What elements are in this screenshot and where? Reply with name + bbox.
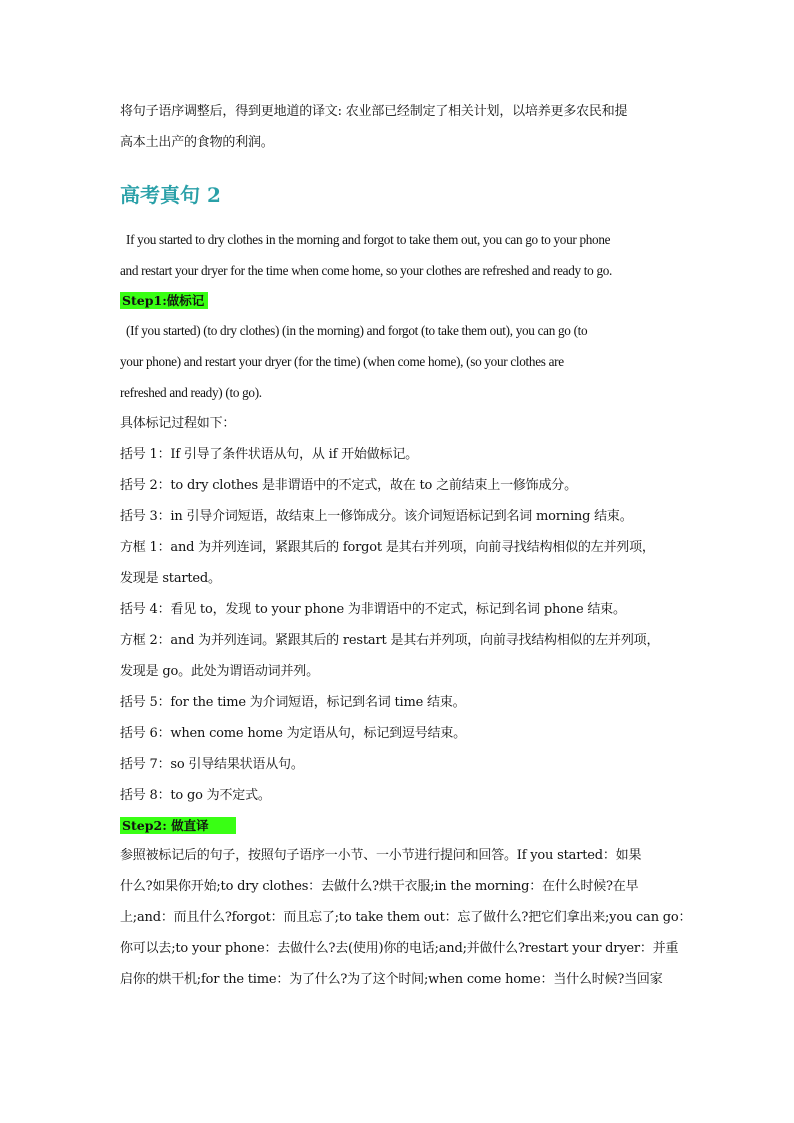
process-item: 括号 1：If 引导了条件状语从句，从 if 开始做标记。 xyxy=(120,447,418,462)
marked-line-3: refreshed and ready) (to go). xyxy=(120,385,262,400)
translation-line: 什么?如果你开始;to dry clothes：去做什么?烘干衣服;in the morning：在什么时候?在早 xyxy=(120,879,639,894)
marked-line-1: (If you started) (to dry clothes) (in the morning) and forgot (to take them out), you can go (to xyxy=(120,323,588,338)
process-item: 括号 6：when come home 为定语从句，标记到逗号结束。 xyxy=(120,726,466,741)
document-page xyxy=(120,96,692,995)
intro-line-2: 高本土出产的食物的利润。 xyxy=(120,135,274,150)
process-item: 方框 2：and 为并列连词。紧跟其后的 restart 是其右并列项，向前寻找结构相似的左并列项， xyxy=(120,633,660,648)
section-heading: 高考真句 2 xyxy=(120,183,221,207)
process-item: 括号 5：for the time 为介词短语，标记到名词 time 结束。 xyxy=(120,695,466,710)
intro-line-1: 将句子语序调整后，得到更地道的译文: 农业部已经制定了相关计划，以培养更多农民和提 xyxy=(120,104,628,119)
process-title: 具体标记过程如下： xyxy=(120,416,236,431)
process-item: 发现是 started。 xyxy=(120,571,221,586)
translation-line: 启你的烘干机;for the time：为了什么?为了这个时间;when come home：当什么时候?当回家 xyxy=(120,972,663,987)
sentence-line-1: If you started to dry clothes in the morning and forgot to take them out, you can go to your phone xyxy=(120,232,611,247)
process-item: 括号 8：to go 为不定式。 xyxy=(120,788,271,803)
step2-label: Step2: 做直译 xyxy=(120,817,236,834)
process-item: 发现是 go。此处为谓语动词并列。 xyxy=(120,664,319,679)
process-item: 括号 3：in 引导介词短语，故结束上一修饰成分。该介词短语标记到名词 morning 结束。 xyxy=(120,509,633,524)
sentence-line-2: and restart your dryer for the time when come home, so your clothes are refreshed and ready to go. xyxy=(120,263,613,278)
process-item: 方框 1：and 为并列连词，紧跟其后的 forgot 是其右并列项，向前寻找结构相似的左并列项， xyxy=(120,540,655,555)
translation-line: 上;and：而且什么?forgot：而且忘了;to take them out：忘了做什么?把它们拿出来;you can go： xyxy=(120,910,692,925)
process-item: 括号 2：to dry clothes 是非谓语中的不定式，故在 to 之前结束上一修饰成分。 xyxy=(120,478,577,493)
translation-line: 你可以去;to your phone：去做什么?去(使用)你的电话;and;并做什么?restart your dryer：并重 xyxy=(120,941,679,956)
marked-line-2: your phone) and restart your dryer (for the time) (when come home), (so your clothes are xyxy=(120,354,564,369)
step1-label: Step1:做标记 xyxy=(120,292,208,309)
process-item: 括号 4：看见 to，发现 to your phone 为非谓语中的不定式，标记到名词 phone 结束。 xyxy=(120,602,626,617)
translation-line: 参照被标记后的句子，按照句子语序一小节、一小节进行提问和回答。If you started：如果 xyxy=(120,848,642,863)
process-item: 括号 7：so 引导结果状语从句。 xyxy=(120,757,304,772)
